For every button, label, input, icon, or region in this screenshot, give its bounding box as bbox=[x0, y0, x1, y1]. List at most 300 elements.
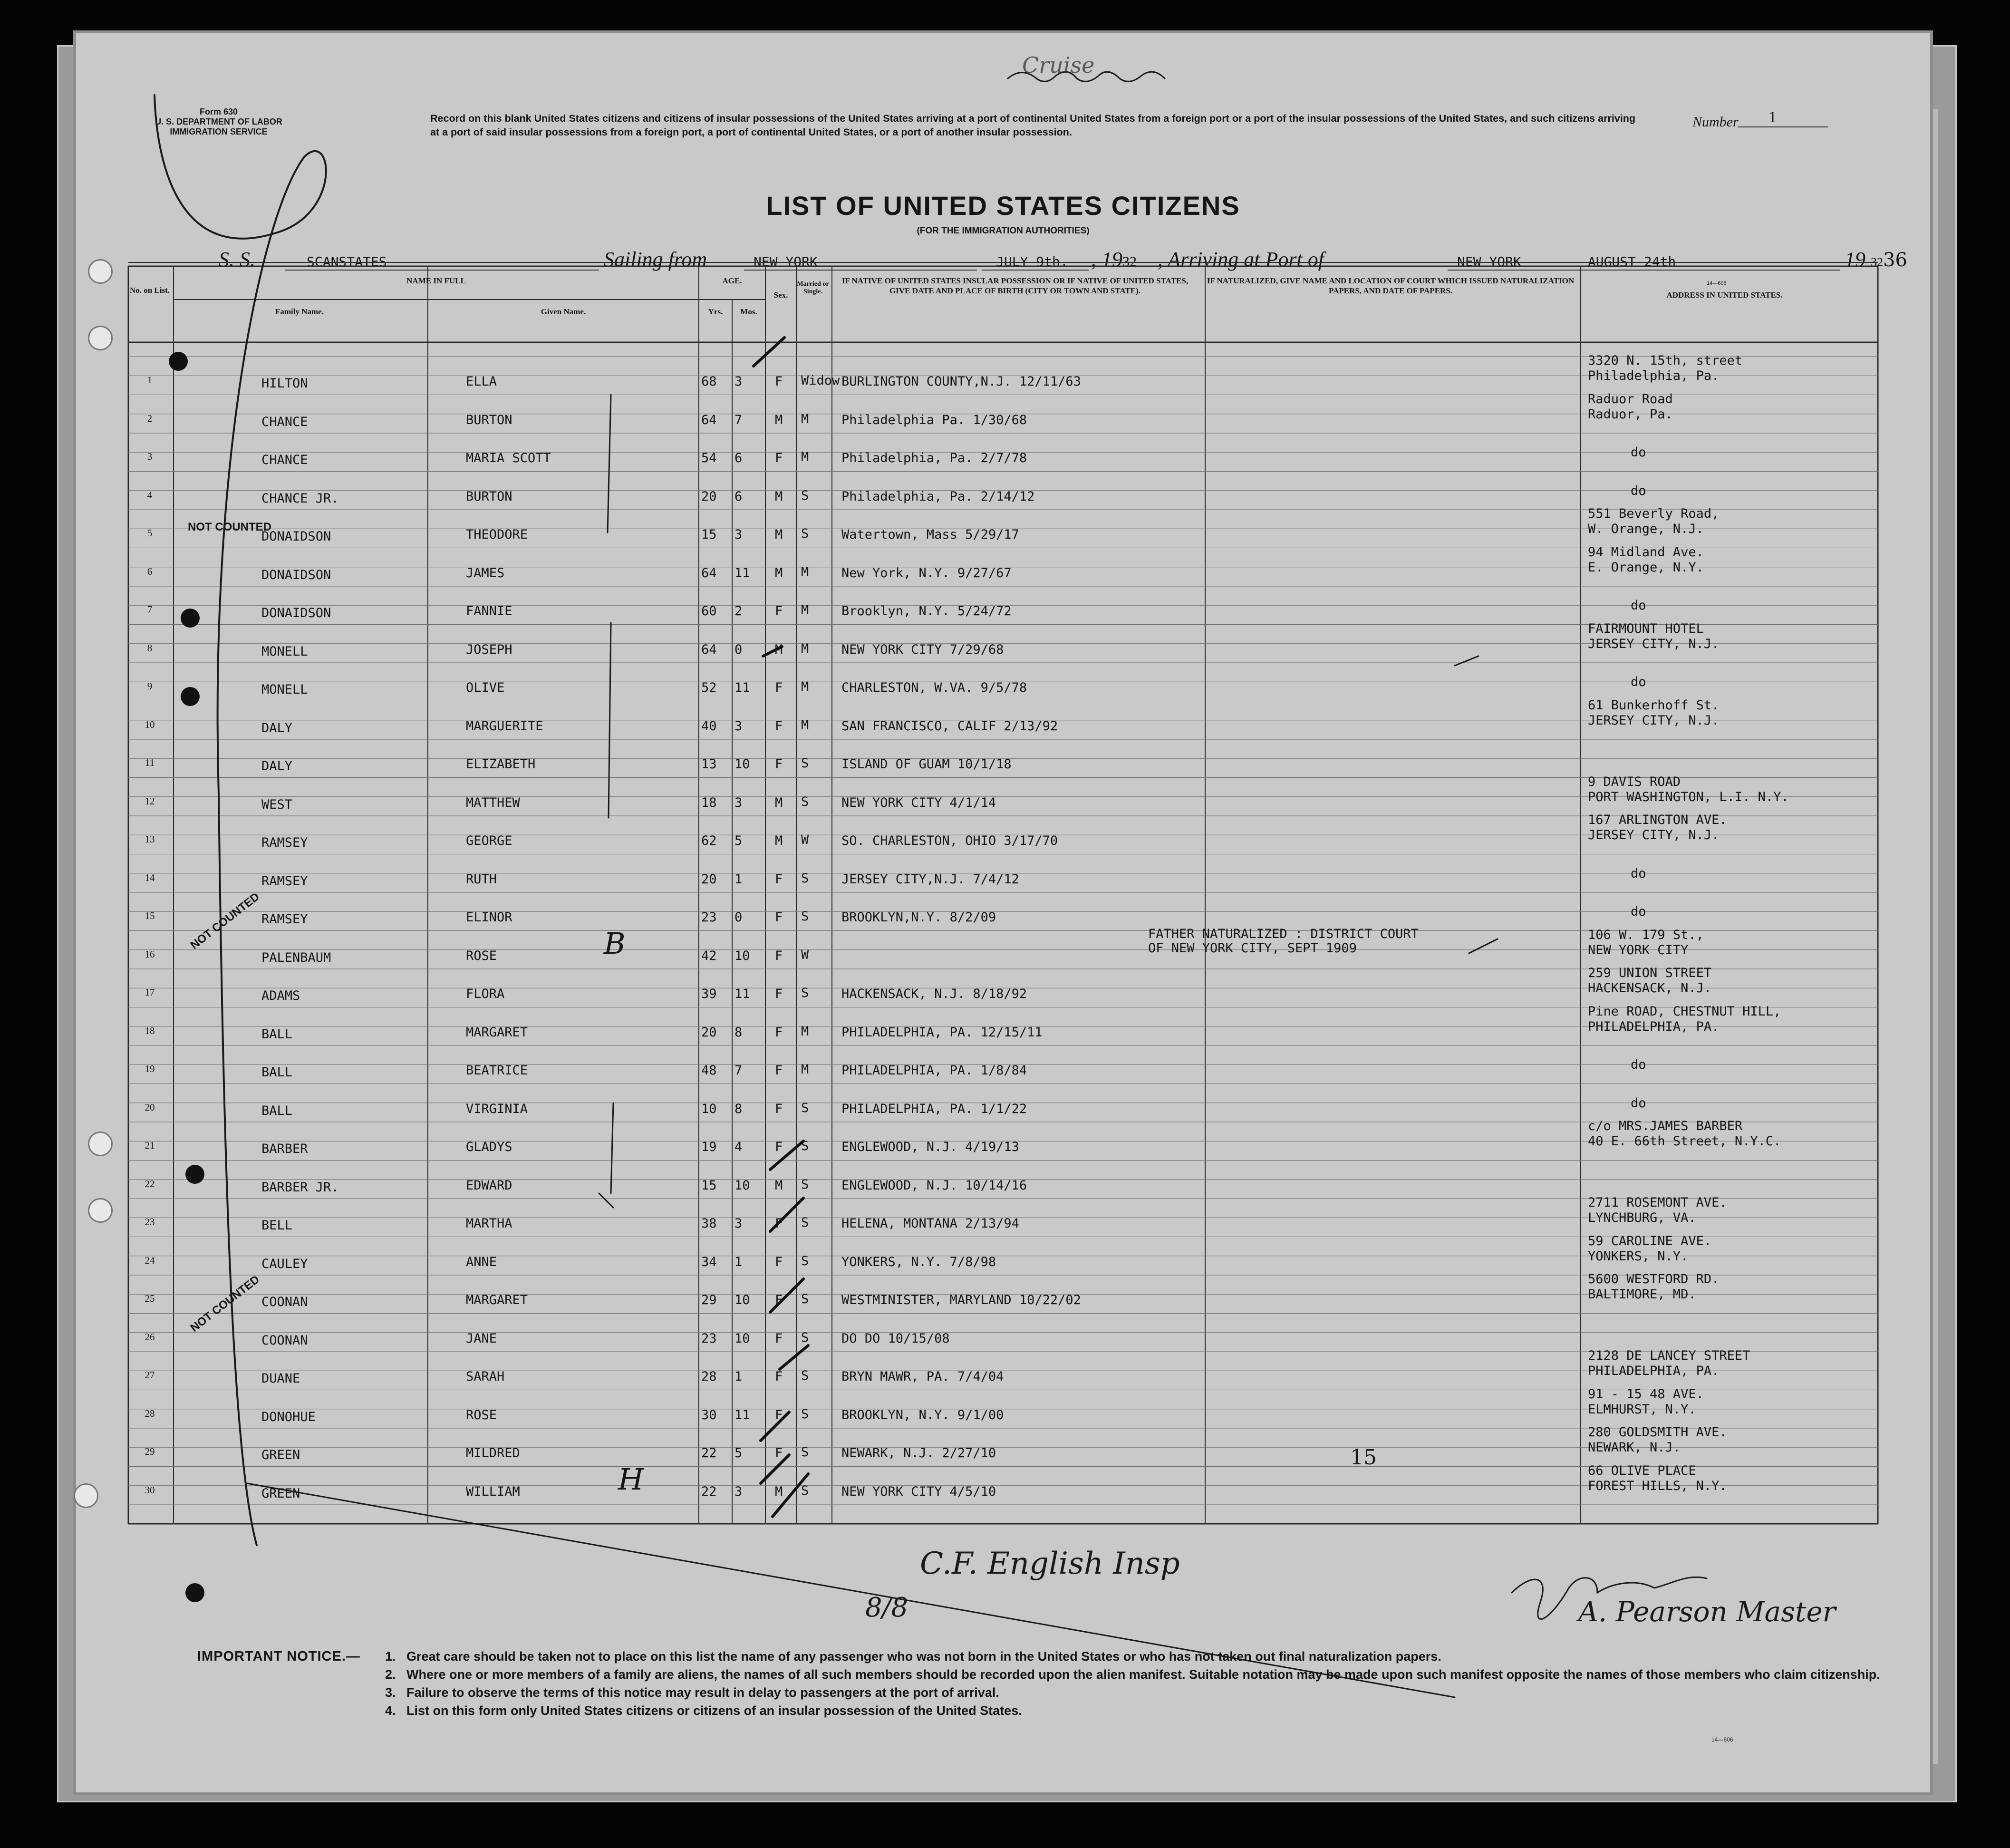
address-line-2: PHILADELPHIA, PA. bbox=[1588, 1364, 1720, 1378]
row-number: 2 bbox=[147, 412, 153, 424]
given-name: BURTON bbox=[466, 489, 512, 504]
family-name: COONAN bbox=[261, 1333, 308, 1348]
marital-status: S bbox=[801, 1177, 809, 1192]
given-name: GEORGE bbox=[466, 833, 512, 848]
row-number: 10 bbox=[145, 718, 155, 730]
sex: F bbox=[775, 1140, 783, 1154]
sex: F bbox=[775, 871, 783, 887]
not-counted-stamp: NOT COUNTED bbox=[188, 521, 271, 533]
row-number: 25 bbox=[145, 1293, 155, 1304]
marital-status: M bbox=[801, 1024, 809, 1039]
col-years: Yrs. bbox=[708, 307, 723, 316]
address-line-1: 280 GOLDSMITH AVE. bbox=[1588, 1425, 1727, 1440]
master-signature: A. Pearson Master bbox=[1578, 1596, 1836, 1628]
age-months: 11 bbox=[734, 565, 750, 581]
address-line-2: do bbox=[1631, 1057, 1646, 1072]
address-line-1: 2711 ROSEMONT AVE. bbox=[1588, 1195, 1727, 1210]
given-name: MILDRED bbox=[466, 1446, 520, 1461]
col-sex: Sex. bbox=[773, 290, 788, 300]
arriving-label: , Arriving at Port of bbox=[1158, 248, 1324, 271]
marital-status: M bbox=[801, 1062, 809, 1077]
col-married-single: Married or Single. bbox=[797, 281, 829, 295]
family-name: GREEN bbox=[261, 1486, 300, 1501]
margin-stroke bbox=[155, 95, 326, 1545]
marital-status: S bbox=[801, 756, 809, 771]
age-years: 38 bbox=[701, 1216, 717, 1231]
sex: F bbox=[775, 948, 783, 963]
age-years: 19 bbox=[701, 1140, 717, 1154]
family-name: GREEN bbox=[261, 1448, 300, 1462]
family-name: COONAN bbox=[261, 1295, 308, 1309]
birth-place-date: NEW YORK CITY 7/29/68 bbox=[841, 642, 1004, 657]
birth-place-date: DO DO 10/15/08 bbox=[841, 1331, 950, 1346]
notice-item-number: 3. bbox=[385, 1685, 396, 1700]
sex: M bbox=[775, 833, 783, 848]
given-name: ANNE bbox=[466, 1254, 497, 1269]
marital-status: S bbox=[801, 1483, 809, 1498]
family-name: DONAIDSON bbox=[261, 529, 331, 544]
sex: F bbox=[775, 1025, 783, 1040]
family-name: WEST bbox=[261, 797, 293, 812]
age-months: 7 bbox=[734, 412, 743, 427]
age-years: 60 bbox=[701, 604, 717, 619]
marital-status: M bbox=[801, 564, 809, 580]
row-number: 1 bbox=[147, 374, 153, 386]
row-number: 9 bbox=[147, 680, 153, 692]
row-number: 5 bbox=[147, 527, 153, 539]
age-months: 3 bbox=[734, 795, 743, 810]
address-line-2: PHILADELPHIA, PA. bbox=[1588, 1019, 1720, 1034]
birth-place-date: Philadelphia, Pa. 2/7/78 bbox=[841, 451, 1027, 465]
address-line-2: do bbox=[1631, 598, 1646, 613]
birth-place-date: BROOKLYN, N.Y. 9/1/00 bbox=[841, 1407, 1004, 1422]
family-name: BARBER JR. bbox=[261, 1180, 339, 1195]
address-line-1: 2128 DE LANCEY STREET bbox=[1588, 1348, 1750, 1363]
sex: M bbox=[775, 527, 783, 542]
col-given-name: Given Name. bbox=[541, 307, 586, 316]
footer-printer-code: 14—606 bbox=[1711, 1736, 1733, 1743]
address-line-2: do bbox=[1631, 675, 1646, 689]
row-number: 15 bbox=[145, 910, 155, 921]
marital-status: M bbox=[801, 450, 809, 464]
row-number: 22 bbox=[145, 1178, 155, 1190]
marital-status: M bbox=[801, 603, 809, 618]
family-name: PALENBAUM bbox=[261, 950, 331, 965]
age-years: 18 bbox=[701, 795, 717, 810]
birth-place-date: BROOKLYN,N.Y. 8/2/09 bbox=[841, 910, 996, 925]
address-line-2: JERSEY CITY, N.J. bbox=[1588, 636, 1720, 651]
age-months: 11 bbox=[734, 987, 750, 1001]
address-line-1: FAIRMOUNT HOTEL bbox=[1588, 621, 1704, 636]
address-line-2: do bbox=[1631, 483, 1646, 498]
given-name: MARTHA bbox=[466, 1216, 512, 1231]
family-name: HILTON bbox=[261, 376, 308, 391]
binder-hole bbox=[88, 326, 113, 350]
department-name: U. S. DEPARTMENT OF LABOR bbox=[155, 117, 282, 126]
sex: F bbox=[775, 1101, 783, 1116]
printer-code: 14—606 bbox=[1707, 281, 1727, 286]
sex: F bbox=[775, 604, 783, 619]
age-months: 6 bbox=[734, 489, 743, 504]
row-number: 17 bbox=[145, 987, 155, 998]
not-counted-stamp: NOT COUNTED bbox=[188, 1272, 262, 1335]
form-instructions: Record on this blank United States citizens and citizens of insular possessions of the United States arriving at a port of continental United States from a foreign port or a port of the insular possessions of the United States, and such citizens arriving at a port of said insular possessions from a foreign port, a port of continental United States, or a port of another insular possession. bbox=[430, 113, 1636, 138]
address-line-2: NEWARK, N.J. bbox=[1588, 1440, 1681, 1455]
service-name: IMMIGRATION SERVICE bbox=[170, 127, 268, 136]
address-line-2: Raduor, Pa. bbox=[1588, 406, 1673, 422]
address-line-2: 40 E. 66th Street, N.Y.C. bbox=[1588, 1134, 1781, 1149]
handwritten-mark: H bbox=[618, 1461, 644, 1497]
given-name: VIRGINIA bbox=[466, 1101, 528, 1116]
family-name: CHANCE JR. bbox=[261, 491, 339, 506]
birth-place-date: Brooklyn, N.Y. 5/24/72 bbox=[841, 604, 1012, 619]
sex: M bbox=[775, 1484, 783, 1499]
address-line-1: 66 OLIVE PLACE bbox=[1588, 1463, 1696, 1478]
notice-item-number: 2. bbox=[385, 1667, 396, 1682]
given-name: ROSE bbox=[466, 948, 497, 963]
age-months: 3 bbox=[734, 1216, 743, 1231]
given-name: BURTON bbox=[466, 412, 512, 427]
age-years: 64 bbox=[701, 412, 717, 427]
birth-place-date: PHILADELPHIA, PA. 12/15/11 bbox=[841, 1025, 1043, 1040]
inspector-date: 8/8 bbox=[865, 1592, 908, 1623]
age-years: 15 bbox=[701, 527, 717, 542]
col-birth: IF NATIVE OF UNITED STATES INSULAR POSSESSION OR IF NATIVE OF UNITED STATES, GIVE DATE AND PLACE OF BIRTH (CITY OR TOWN AND STATE). bbox=[841, 276, 1189, 295]
notice-item bbox=[385, 1647, 1906, 1665]
row-number: 14 bbox=[145, 871, 155, 883]
given-name: MATTHEW bbox=[466, 795, 520, 810]
notice-heading: IMPORTANT NOTICE.— bbox=[197, 1649, 360, 1664]
given-name: THEODORE bbox=[466, 527, 528, 542]
col-number: No. on List. bbox=[129, 286, 170, 295]
notice-item-number: 4. bbox=[385, 1703, 396, 1718]
given-name: JANE bbox=[466, 1331, 497, 1346]
birth-place-date: JERSEY CITY,N.J. 7/4/12 bbox=[841, 871, 1019, 887]
sex: F bbox=[775, 680, 783, 695]
page-title: LIST OF UNITED STATES CITIZENS bbox=[766, 191, 1240, 221]
family-name: MONELL bbox=[261, 682, 308, 697]
address-line-2: ELMHURST, N.Y. bbox=[1588, 1402, 1696, 1417]
col-family-name: Family Name. bbox=[275, 307, 324, 316]
address-line-1: 259 UNION STREET bbox=[1588, 966, 1712, 980]
marital-status: S bbox=[801, 1406, 809, 1422]
given-name: EDWARD bbox=[466, 1178, 512, 1193]
sex: F bbox=[775, 1063, 783, 1078]
col-address: ADDRESS IN UNITED STATES. bbox=[1666, 290, 1783, 300]
punch-dot bbox=[181, 609, 200, 628]
notice-item bbox=[385, 1702, 1906, 1720]
family-name: BALL bbox=[261, 1065, 293, 1080]
sex: F bbox=[775, 757, 783, 772]
age-months: 0 bbox=[734, 910, 743, 925]
age-years: 13 bbox=[701, 757, 717, 772]
family-name: DONOHUE bbox=[261, 1409, 316, 1424]
birth-place-date: NEW YORK CITY 4/5/10 bbox=[841, 1484, 996, 1499]
ship-name: SCANSTATES bbox=[285, 254, 599, 271]
birth-place-date: YONKERS, N.Y. 7/8/98 bbox=[841, 1254, 996, 1269]
manifest-page bbox=[76, 33, 1930, 1792]
sex: F bbox=[775, 987, 783, 1001]
punch-dot bbox=[181, 687, 200, 706]
row-number: 29 bbox=[145, 1446, 155, 1457]
birth-place-date: SO. CHARLESTON, OHIO 3/17/70 bbox=[841, 833, 1058, 848]
given-name: JAMES bbox=[466, 565, 505, 581]
marital-status: S bbox=[801, 986, 809, 1000]
row-number: 16 bbox=[145, 948, 155, 960]
row-number: 26 bbox=[145, 1331, 155, 1343]
age-years: 52 bbox=[701, 680, 717, 695]
birth-place-date: BRYN MAWR, PA. 7/4/04 bbox=[841, 1369, 1004, 1384]
given-name: FLORA bbox=[466, 987, 505, 1001]
given-name: WILLIAM bbox=[466, 1484, 520, 1499]
binder-hole bbox=[74, 1483, 98, 1508]
punch-dot bbox=[169, 352, 188, 371]
address-line-1: 167 ARLINGTON AVE. bbox=[1588, 813, 1727, 827]
age-months: 10 bbox=[734, 948, 750, 963]
family-name: RAMSEY bbox=[261, 912, 308, 927]
address-line-1: 106 W. 179 St., bbox=[1588, 927, 1704, 942]
family-name: MONELL bbox=[261, 644, 308, 659]
age-months: 3 bbox=[734, 374, 743, 389]
family-name: BARBER bbox=[261, 1142, 308, 1156]
birth-place-date: WESTMINISTER, MARYLAND 10/22/02 bbox=[841, 1293, 1081, 1307]
sex: F bbox=[775, 1407, 783, 1422]
address-line-1: Pine ROAD, CHESTNUT HILL, bbox=[1588, 1004, 1781, 1019]
marital-status: S bbox=[801, 909, 809, 924]
naturalization-info: OF NEW YORK CITY, SEPT 1909 bbox=[1148, 940, 1357, 956]
family-name: CHANCE bbox=[261, 414, 308, 429]
row-number: 4 bbox=[147, 489, 153, 501]
sex: F bbox=[775, 1216, 783, 1231]
age-years: 64 bbox=[701, 565, 717, 581]
marital-status: S bbox=[801, 1139, 809, 1153]
notice-items bbox=[385, 1647, 1906, 1720]
age-months: 1 bbox=[734, 1254, 743, 1269]
age-years: 39 bbox=[701, 987, 717, 1001]
sailing-year-prefix: , 1932 bbox=[1091, 248, 1137, 271]
binder-hole bbox=[88, 259, 113, 284]
age-months: 5 bbox=[734, 1446, 743, 1461]
row-number: 23 bbox=[145, 1216, 155, 1228]
marital-status: S bbox=[801, 794, 809, 809]
family-name: ADAMS bbox=[261, 988, 300, 1003]
given-name: MARGARET bbox=[466, 1293, 528, 1307]
naturalization-info: FATHER NATURALIZED : DISTRICT COURT bbox=[1148, 926, 1419, 941]
row-number: 30 bbox=[145, 1484, 155, 1496]
notice-item-text: Where one or more members of a family are aliens, the names of all such members should be recorded upon the alien manifest. Suitable notation may be made upon such manifest opposite the names of those members who claim citizenship. bbox=[406, 1667, 1880, 1682]
birth-place-date: SAN FRANCISCO, CALIF 2/13/92 bbox=[841, 718, 1058, 734]
sex: F bbox=[775, 1293, 783, 1307]
address-line-1: c/o MRS.JAMES BARBER bbox=[1588, 1119, 1743, 1133]
address-line-2: BALTIMORE, MD. bbox=[1588, 1287, 1696, 1302]
family-name: DUANE bbox=[261, 1371, 300, 1386]
arrival-port: NEW YORK AUGUST 24th bbox=[1448, 254, 1840, 271]
address-line-1: 91 - 15 48 AVE. bbox=[1588, 1386, 1704, 1402]
inspector-signature: C.F. English Insp bbox=[920, 1546, 1180, 1581]
row-number: 18 bbox=[145, 1025, 155, 1036]
age-months: 10 bbox=[734, 1293, 750, 1307]
given-name: OLIVE bbox=[466, 680, 505, 695]
row-number: 24 bbox=[145, 1254, 155, 1266]
address-line-2: NEW YORK CITY bbox=[1588, 942, 1689, 958]
age-years: 20 bbox=[701, 1025, 717, 1040]
number-label: Number bbox=[1692, 114, 1739, 130]
birth-place-date: HACKENSACK, N.J. 8/18/92 bbox=[841, 987, 1027, 1001]
col-naturalized: IF NATURALIZED, GIVE NAME AND LOCATION OF COURT WHICH ISSUED NATURALIZATION PAPERS, AND DATE OF PAPERS. bbox=[1207, 276, 1575, 295]
age-years: 23 bbox=[701, 1331, 717, 1346]
age-months: 8 bbox=[734, 1101, 743, 1116]
page-subtitle: (FOR THE IMMIGRATION AUTHORITIES) bbox=[917, 226, 1090, 236]
address-line-2: HACKENSACK, N.J. bbox=[1588, 981, 1712, 996]
age-years: 22 bbox=[701, 1484, 717, 1499]
row-number: 19 bbox=[145, 1063, 155, 1074]
age-years: 54 bbox=[701, 451, 717, 465]
sex: M bbox=[775, 642, 783, 657]
address-line-1: 5600 WESTFORD RD. bbox=[1588, 1272, 1720, 1287]
age-months: 3 bbox=[734, 527, 743, 542]
address-line-2: do bbox=[1631, 1095, 1646, 1111]
row-number: 27 bbox=[145, 1369, 155, 1381]
notice-item-text: List on this form only United States citizens or citizens of an insular possession of the United States. bbox=[406, 1703, 1022, 1718]
col-age: AGE. bbox=[722, 276, 742, 285]
birth-place-date: New York, N.Y. 9/27/67 bbox=[841, 565, 1012, 581]
age-years: 22 bbox=[701, 1446, 717, 1461]
age-months: 10 bbox=[734, 1178, 750, 1193]
age-years: 15 bbox=[701, 1178, 717, 1193]
marital-status: S bbox=[801, 1445, 809, 1460]
notice-item bbox=[385, 1684, 1906, 1702]
marital-status: M bbox=[801, 679, 809, 694]
address-line-2: YONKERS, N.Y. bbox=[1588, 1248, 1689, 1264]
age-months: 11 bbox=[734, 1407, 750, 1422]
given-name: RUTH bbox=[466, 871, 497, 887]
family-name: RAMSEY bbox=[261, 873, 308, 889]
sex: M bbox=[775, 1178, 783, 1193]
from-port: NEW YORK bbox=[744, 254, 977, 271]
sex: F bbox=[775, 910, 783, 925]
row-number: 11 bbox=[145, 757, 155, 768]
handwritten-annotations bbox=[76, 33, 1930, 1792]
notice-item-text: Failure to observe the terms of this notice may result in delay to passengers at the port of arrival. bbox=[406, 1685, 999, 1700]
age-years: 30 bbox=[701, 1407, 717, 1422]
address-line-2: JERSEY CITY, N.J. bbox=[1588, 713, 1720, 728]
binder-hole bbox=[88, 1198, 113, 1223]
given-name: MARIA SCOTT bbox=[466, 451, 551, 465]
address-line-2: Philadelphia, Pa. bbox=[1588, 368, 1720, 383]
birth-place-date: NEWARK, N.J. 2/27/10 bbox=[841, 1446, 996, 1461]
age-years: 62 bbox=[701, 833, 717, 848]
address-line-2: do bbox=[1631, 445, 1646, 460]
arrival-year: 19 3236 bbox=[1845, 248, 1907, 271]
age-months: 10 bbox=[734, 1331, 750, 1346]
form-number: Form 630 bbox=[199, 107, 238, 116]
marital-status: Widow bbox=[801, 373, 840, 388]
sex: M bbox=[775, 795, 783, 810]
age-years: 28 bbox=[701, 1369, 717, 1384]
given-name: ELINOR bbox=[466, 910, 512, 925]
notice-item bbox=[385, 1665, 1906, 1684]
age-months: 11 bbox=[734, 680, 750, 695]
birth-place-date: ISLAND OF GUAM 10/1/18 bbox=[841, 757, 1012, 772]
sex: F bbox=[775, 718, 783, 734]
age-years: 68 bbox=[701, 374, 717, 389]
punch-dot bbox=[185, 1583, 204, 1602]
notice-item-text: Great care should be taken not to place on this list the name of any passenger who was not born in the United States or who has not taken out final naturalization papers. bbox=[406, 1649, 1441, 1664]
address-line-2: LYNCHBURG, VA. bbox=[1588, 1210, 1696, 1225]
sex: F bbox=[775, 1369, 783, 1384]
age-years: 48 bbox=[701, 1063, 717, 1078]
address-line-2: JERSEY CITY, N.J. bbox=[1588, 828, 1720, 842]
address-line-2: do bbox=[1631, 904, 1646, 919]
address-line-2: do bbox=[1631, 866, 1646, 881]
sex: M bbox=[775, 412, 783, 427]
sailing-date: JULY 9th. bbox=[982, 254, 1089, 271]
marital-status: S bbox=[801, 1215, 809, 1230]
not-counted-stamp: NOT COUNTED bbox=[188, 890, 262, 952]
binder-hole bbox=[88, 1132, 113, 1156]
punch-dot bbox=[185, 1165, 204, 1184]
family-name: DONAIDSON bbox=[261, 606, 331, 620]
row-number: 8 bbox=[147, 642, 153, 654]
row-number: 13 bbox=[145, 833, 155, 845]
age-months: 6 bbox=[734, 451, 743, 465]
sailing-label: Sailing from bbox=[604, 248, 707, 271]
age-months: 8 bbox=[734, 1025, 743, 1040]
given-name: ROSE bbox=[466, 1407, 497, 1422]
marital-status: S bbox=[801, 1100, 809, 1115]
birth-place-date: ENGLEWOOD, N.J. 4/19/13 bbox=[841, 1140, 1019, 1154]
age-months: 3 bbox=[734, 1484, 743, 1499]
age-months: 0 bbox=[734, 642, 743, 657]
family-name: DALY bbox=[261, 720, 293, 735]
marital-status: S bbox=[801, 488, 809, 503]
family-name: RAMSEY bbox=[261, 835, 308, 850]
family-name: BELL bbox=[261, 1218, 293, 1233]
age-months: 7 bbox=[734, 1063, 743, 1078]
birth-place-date: Watertown, Mass 5/29/17 bbox=[841, 527, 1019, 542]
marital-status: S bbox=[801, 1368, 809, 1383]
marital-status: M bbox=[801, 641, 809, 656]
row-number: 3 bbox=[147, 451, 153, 462]
notice-item-number: 1. bbox=[385, 1649, 396, 1664]
age-months: 4 bbox=[734, 1140, 743, 1154]
handwritten-mark: B bbox=[604, 926, 626, 961]
list-number: 1 bbox=[1738, 108, 1828, 127]
age-years: 23 bbox=[701, 910, 717, 925]
sex: F bbox=[775, 1254, 783, 1269]
birth-place-date: CHARLESTON, W.VA. 9/5/78 bbox=[841, 680, 1027, 695]
family-name: BALL bbox=[261, 1026, 293, 1042]
age-months: 2 bbox=[734, 604, 743, 619]
given-name: MARGUERITE bbox=[466, 718, 543, 734]
marital-status: W bbox=[801, 832, 809, 847]
birth-place-date: BURLINGTON COUNTY,N.J. 12/11/63 bbox=[841, 374, 1081, 389]
age-years: 20 bbox=[701, 489, 717, 504]
marital-status: S bbox=[801, 526, 809, 541]
col-months: Mos. bbox=[740, 307, 757, 316]
row-number: 12 bbox=[145, 795, 155, 807]
given-name: FANNIE bbox=[466, 604, 512, 619]
birth-place-date: NEW YORK CITY 4/1/14 bbox=[841, 795, 996, 810]
address-line-1: 9 DAVIS ROAD bbox=[1588, 774, 1681, 789]
sex: F bbox=[775, 1446, 783, 1461]
age-months: 1 bbox=[734, 1369, 743, 1384]
sex: F bbox=[775, 374, 783, 389]
page-mark: 15 bbox=[1350, 1445, 1377, 1470]
age-years: 10 bbox=[701, 1101, 717, 1116]
age-months: 10 bbox=[734, 757, 750, 772]
row-number: 7 bbox=[147, 604, 153, 615]
